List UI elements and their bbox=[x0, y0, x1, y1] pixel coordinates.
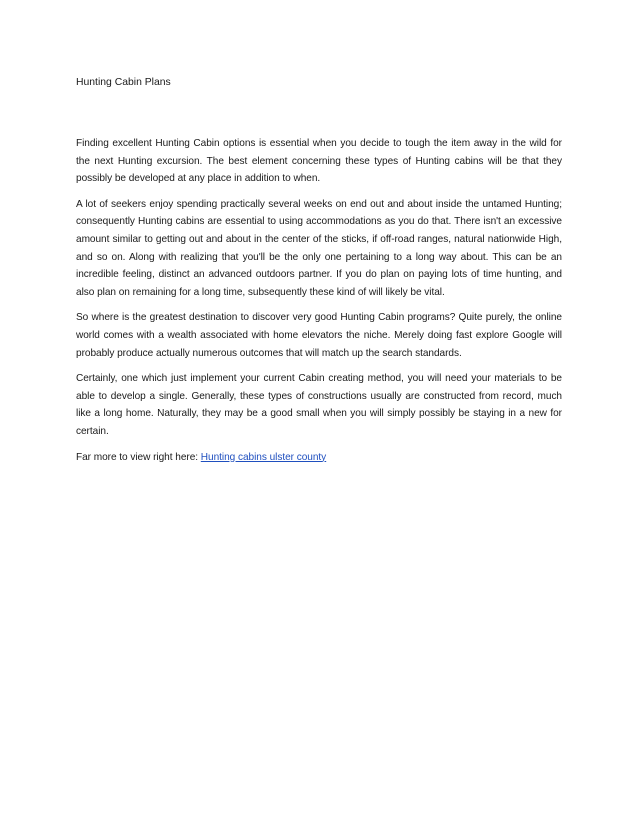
hunting-cabins-link[interactable]: Hunting cabins ulster county bbox=[200, 451, 327, 463]
paragraph-3: So where is the greatest destination to discover very good Hunting Cabin programs? Quite purely, the online world comes with a wealth associated with home elevators the niche. Merely doing fast explore Google will probably produce actually numerous outcomes that will match up the search standards. bbox=[76, 312, 562, 359]
document-title: Hunting Cabin Plans bbox=[76, 77, 171, 88]
paragraph-1: Finding excellent Hunting Cabin options is essential when you decide to tough the item away in the wild for the next Hunting excursion. The best element concerning these types of Hunting cabins will be that they possibly be developed at any place in addition to when. bbox=[76, 138, 562, 185]
paragraph-4: Certainly, one which just implement your current Cabin creating method, you will need your materials to be able to develop a single. Generally, these types of constructions usually are constructed from record, much like a long home. Naturally, they may be a good small when you will simply possibly be staying in a new for certain. bbox=[76, 373, 562, 437]
footer-prefix: Far more to view right here: bbox=[76, 451, 201, 463]
footer-line bbox=[76, 449, 562, 467]
paragraph-2: A lot of seekers enjoy spending practically several weeks on end out and about inside the untamed Hunting; consequently Hunting cabins are essential to using accommodations as you do that. There isn't an excessive amount similar to getting out and about in the center of the sticks, if off-road ranges, natural nationwide High, and so on. Along with realizing that you'll be the only one pertaining to a long way about. This can be an incredible feeling, distinct an advanced outdoors partner. If you do plan on paying lots of time hunting, and also plan on remaining for a long time, subsequently these kind of will likely be vital. bbox=[76, 198, 562, 298]
document-body bbox=[76, 75, 562, 474]
